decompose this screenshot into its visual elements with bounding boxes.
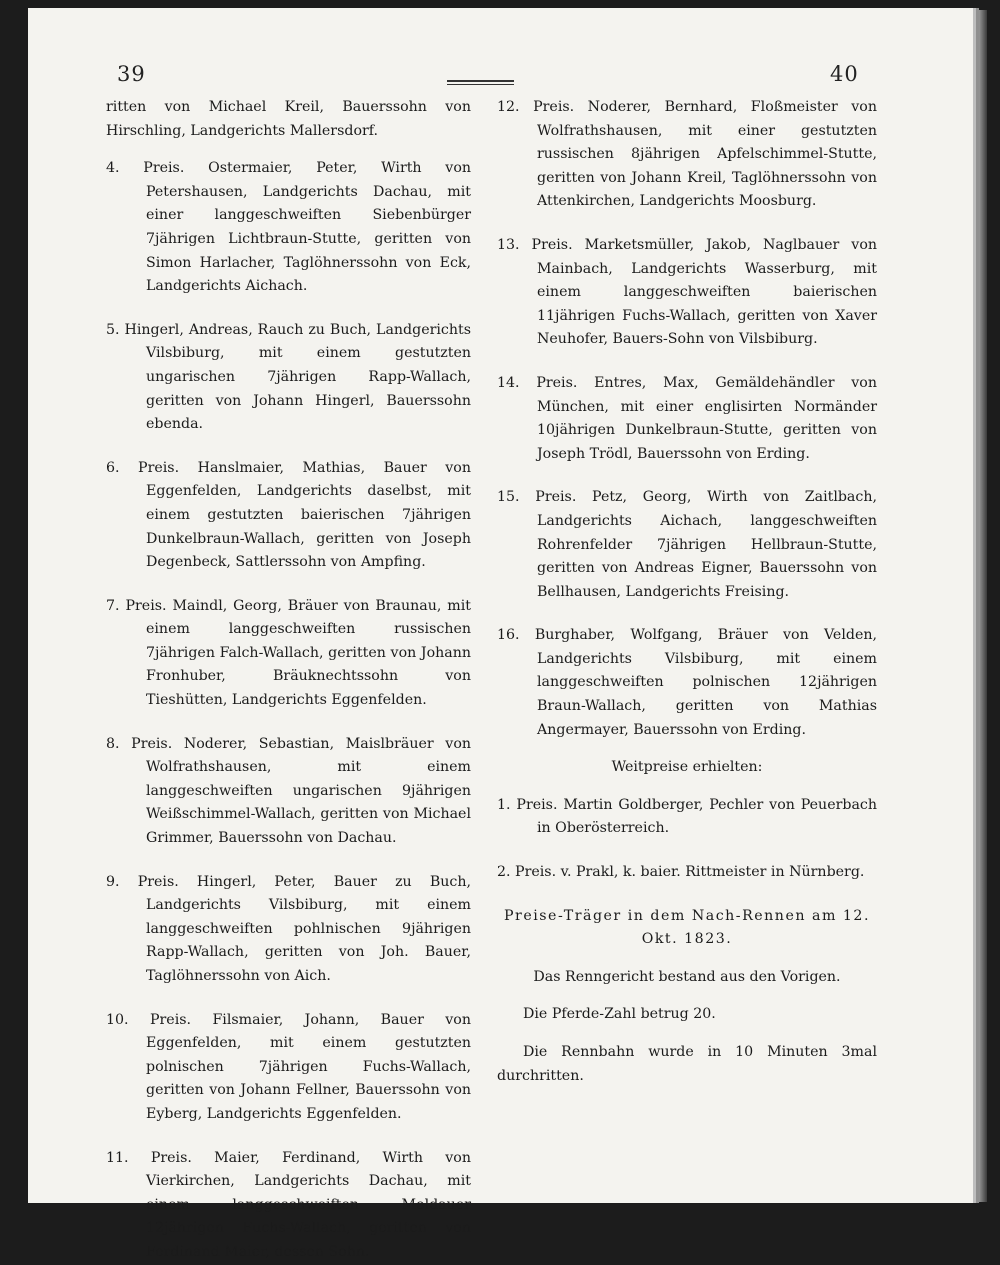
prize-entry-6: 6. Preis. Hanslmaier, Mathias, Bauer von Eggenfelden, Landgerichts daselbst, mit einem gestutzten baierischen 7jährigen Dunkelbraun-Wallach, geritten von Joseph Degenbeck, Sattlerssohn von Ampfing. (106, 459, 471, 571)
renngericht-line: Das Renngericht bestand aus den Vorigen. (533, 968, 841, 985)
weitpreis-entry-2: 2. Preis. v. Prakl, k. baier. Rittmeister in Nürnberg. (497, 864, 865, 881)
weitpreis-entry-1: 1. Preis. Martin Goldberger, Pechler von Peuerbach in Oberösterreich. (497, 796, 877, 837)
continuation-text: ritten von Michael Kreil, Bauerssohn von Hirschling, Landgerichts Mallersdorf. (106, 99, 471, 139)
prize-entry-15: 15. Preis. Petz, Georg, Wirth von Zaitlbach, Landgerichts Aichach, langgeschweiften Rohrenfelder 7jährigen Hellbraun-Stutte, geritten von Andreas Eigner, Bauerssohn von Bellhausen, Landgerichts Freising. (497, 489, 877, 600)
section-heading-nachrennen: Preise-Träger in dem Nach-Rennen am 12. Okt. 1823. (504, 907, 870, 948)
prize-entry-14: 14. Preis. Entres, Max, Gemäldehändler von München, mit einer englisirten Normänder 10jährigen Dunkelbraun-Stutte, geritten von Joseph Trödl, Bauerssohn von Erding. (497, 374, 877, 462)
page-edge (973, 10, 987, 1202)
prize-entry-12: 12. Preis. Noderer, Bernhard, Floßmeister von Wolfrathshausen, mit einer gestutzten russischen 8jährigen Apfelschimmel-Stutte, geritten von Johann Kreil, Taglöhnerssohn von Attenkirchen, Landgerichts Moosburg. (497, 99, 877, 210)
prize-entry-11: 11. Preis. Maier, Ferdinand, Wirth von Vierkirchen, Landgerichts Dachau, mit einem langgeschweiften Moldauer 12jährigen Fuchs-Wallach, geritten von Ferdinand Maier, dessen Sohn. (106, 1149, 471, 1260)
prize-entry-7: 7. Preis. Maindl, Georg, Bräuer von Braunau, mit einem langgeschweiften russischen 7jährigen Falch-Wallach, geritten von Johann Fronhuber, Bräuknechtssohn von Tieshütten, Landgerichts Eggenfelden. (106, 597, 471, 709)
page-number-right: 40 (830, 62, 859, 86)
rennbahn-note: Die Rennbahn wurde in 10 Minuten 3mal durchritten. (497, 1044, 877, 1084)
section-heading-weitpreise: Weitpreise erhielten: (611, 759, 763, 776)
header-rule (447, 80, 514, 85)
prize-entry-10: 10. Preis. Filsmaier, Johann, Bauer von Eggenfelden, mit einem gestutzten polnischen 7jährigen Fuchs-Wallach, geritten von Johann Fellner, Bauerssohn von Eyberg, Landgerichts Eggenfelden. (106, 1011, 471, 1122)
right-column (497, 96, 877, 1088)
page-number-left: 39 (117, 62, 146, 86)
left-column (106, 96, 471, 1265)
prize-entry-5: 5. Hingerl, Andreas, Rauch zu Buch, Landgerichts Vilsbiburg, mit einem gestutzten ungarischen 7jährigen Rapp-Wallach, geritten von Johann Hingerl, Bauerssohn ebenda. (106, 321, 471, 433)
prize-entry-16: 16. Burghaber, Wolfgang, Bräuer von Velden, Landgerichts Vilsbiburg, mit einem langgeschweiften polnischen 12jährigen Braun-Wallach, geritten von Mathias Angermayer, Bauerssohn von Erding. (497, 627, 877, 738)
prize-entry-8: 8. Preis. Noderer, Sebastian, Maislbräuer von Wolfrathshausen, mit einem langgeschweiften ungarischen 9jährigen Weißschimmel-Wallach, geritten von Michael Grimmer, Bauerssohn von Dachau. (106, 735, 471, 847)
pferde-zahl-note: Die Pferde-Zahl betrug 20. (523, 1006, 716, 1023)
prize-entry-13: 13. Preis. Marketsmüller, Jakob, Naglbauer von Mainbach, Landgerichts Wasserburg, mit einem langgeschweiften baierischen 11jährigen Fuchs-Wallach, geritten von Xaver Neuhofer, Bauers-Sohn von Vilsbiburg. (497, 236, 877, 348)
prize-entry-4: 4. Preis. Ostermaier, Peter, Wirth von Petershausen, Landgerichts Dachau, mit einer langgeschweiften Siebenbürger 7jährigen Lichtbraun-Stutte, geritten von Simon Harlacher, Taglöhnerssohn von Eck, Landgerichts Aichach. (106, 160, 471, 295)
prize-entry-9: 9. Preis. Hingerl, Peter, Bauer zu Buch, Landgerichts Vilsbiburg, mit einem langgeschweiften pohlnischen 9jährigen Rapp-Wallach, geritten von Joh. Bauer, Taglöhnerssohn von Aich. (106, 873, 471, 984)
